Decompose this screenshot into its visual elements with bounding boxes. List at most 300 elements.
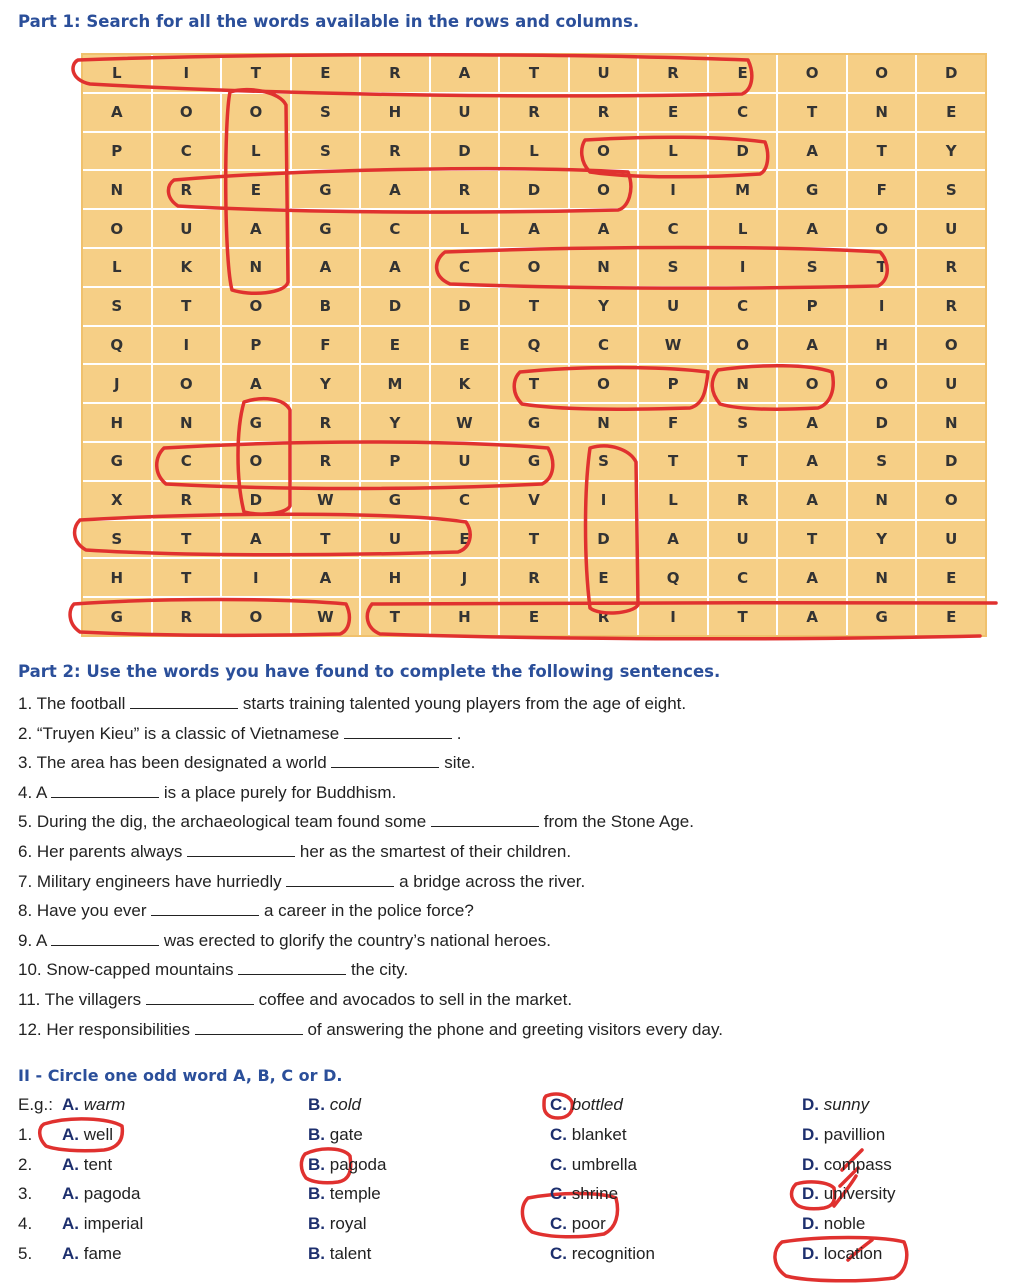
grid-cell[interactable]: G [83, 598, 151, 635]
option-word: umbrella [571, 1154, 637, 1174]
grid-cell[interactable]: E [639, 94, 707, 131]
grid-cell[interactable]: Q [639, 559, 707, 596]
grid-cell[interactable]: C [709, 288, 777, 325]
option-word: poor [571, 1214, 606, 1234]
grid-cell[interactable]: I [848, 288, 916, 325]
sentence-item [18, 812, 694, 832]
grid-cell[interactable]: W [639, 327, 707, 364]
grid-cell[interactable]: R [153, 598, 221, 635]
grid-cell[interactable]: E [709, 55, 777, 92]
grid-cell[interactable]: L [639, 482, 707, 519]
grid-cell[interactable]: J [431, 559, 499, 596]
grid-cell[interactable]: M [709, 171, 777, 208]
option-word: tent [83, 1154, 113, 1174]
grid-cell[interactable]: U [361, 521, 429, 558]
option-b[interactable] [308, 1125, 363, 1145]
sentence-after: was erected to glorify the country’s national heroes. [163, 930, 551, 950]
question-row [18, 1125, 1008, 1147]
grid-cell[interactable]: F [639, 404, 707, 441]
grid-cell[interactable]: P [222, 327, 290, 364]
grid-cell[interactable]: C [709, 94, 777, 131]
sentence-before: 11. The villagers [18, 990, 142, 1009]
grid-cell[interactable]: L [709, 210, 777, 247]
grid-cell[interactable]: K [153, 249, 221, 286]
grid-cell[interactable]: S [639, 249, 707, 286]
option-c[interactable] [550, 1155, 637, 1175]
option-letter: C. [550, 1184, 567, 1204]
answer-blank[interactable] [331, 753, 439, 768]
question-row [18, 1184, 1008, 1206]
grid-cell[interactable]: P [83, 133, 151, 170]
grid-cell[interactable]: O [848, 210, 916, 247]
grid-cell[interactable]: N [848, 94, 916, 131]
grid-cell[interactable]: T [639, 443, 707, 480]
grid-cell[interactable]: Y [361, 404, 429, 441]
grid-cell[interactable]: C [639, 210, 707, 247]
grid-cell[interactable]: O [848, 365, 916, 402]
grid-cell[interactable]: G [222, 404, 290, 441]
option-d[interactable] [802, 1095, 869, 1115]
grid-cell[interactable]: T [500, 521, 568, 558]
grid-cell[interactable]: X [83, 482, 151, 519]
grid-cell[interactable]: A [778, 598, 846, 635]
sentence-before: 2. “Truyen Kieu” is a classic of Vietnamese [18, 723, 340, 743]
grid-cell[interactable]: U [917, 210, 985, 247]
grid-cell[interactable]: D [431, 133, 499, 170]
grid-cell[interactable]: U [153, 210, 221, 247]
answer-blank[interactable] [130, 694, 238, 709]
grid-cell[interactable]: T [361, 598, 429, 635]
grid-cell[interactable]: R [570, 94, 638, 131]
grid-cell[interactable]: L [222, 133, 290, 170]
grid-cell[interactable]: E [431, 521, 499, 558]
grid-cell[interactable]: O [848, 55, 916, 92]
option-a[interactable] [62, 1214, 143, 1234]
grid-cell[interactable]: I [639, 171, 707, 208]
grid-cell[interactable]: U [570, 55, 638, 92]
option-word: pagoda [329, 1154, 387, 1174]
grid-cell[interactable]: H [361, 559, 429, 596]
sentence-item [18, 724, 461, 744]
grid-cell[interactable]: N [153, 404, 221, 441]
answer-blank[interactable] [187, 842, 295, 857]
grid-cell[interactable]: N [848, 482, 916, 519]
option-letter: C. [550, 1095, 567, 1114]
grid-cell[interactable]: U [431, 94, 499, 131]
part1-heading: Part 1: Search for all the words available in the rows and columns. [18, 12, 640, 31]
grid-cell[interactable]: H [83, 559, 151, 596]
grid-cell[interactable]: T [709, 443, 777, 480]
sentence-item [18, 931, 551, 951]
grid-cell[interactable]: O [222, 598, 290, 635]
sentence-before: 1. The football [18, 694, 126, 713]
grid-cell[interactable]: D [500, 171, 568, 208]
grid-cell[interactable]: G [848, 598, 916, 635]
option-word: bottled [571, 1095, 623, 1114]
grid-cell[interactable]: C [431, 249, 499, 286]
option-b[interactable] [308, 1095, 361, 1115]
option-c[interactable] [550, 1184, 618, 1204]
option-letter: B. [308, 1184, 325, 1204]
grid-cell[interactable]: S [292, 133, 360, 170]
grid-cell[interactable]: Y [570, 288, 638, 325]
grid-cell[interactable]: R [431, 171, 499, 208]
grid-cell[interactable]: D [361, 288, 429, 325]
grid-cell[interactable]: O [778, 365, 846, 402]
option-word: cold [329, 1095, 361, 1114]
answer-blank[interactable] [431, 812, 539, 827]
sentence-item [18, 960, 408, 980]
grid-cell[interactable]: G [361, 482, 429, 519]
section2-heading: II - Circle one odd word A, B, C or D. [18, 1066, 343, 1085]
grid-cell[interactable]: G [83, 443, 151, 480]
option-letter: A. [62, 1184, 79, 1204]
grid-cell[interactable]: T [292, 521, 360, 558]
grid-cell[interactable]: R [153, 482, 221, 519]
grid-cell[interactable]: C [570, 327, 638, 364]
option-letter: A. [62, 1214, 79, 1234]
grid-cell[interactable]: T [500, 365, 568, 402]
option-d[interactable] [802, 1214, 865, 1234]
option-word: sunny [823, 1095, 870, 1114]
grid-cell[interactable]: R [500, 559, 568, 596]
grid-cell[interactable]: N [83, 171, 151, 208]
grid-cell[interactable]: A [639, 521, 707, 558]
grid-cell[interactable]: A [431, 55, 499, 92]
grid-cell[interactable]: Y [292, 365, 360, 402]
grid-cell[interactable]: O [153, 365, 221, 402]
option-letter: D. [802, 1095, 819, 1114]
option-c[interactable] [550, 1095, 623, 1115]
grid-cell[interactable]: S [83, 521, 151, 558]
grid-cell[interactable]: O [917, 327, 985, 364]
option-letter: D. [802, 1214, 819, 1234]
grid-cell[interactable]: H [361, 94, 429, 131]
grid-cell[interactable]: A [500, 210, 568, 247]
grid-cell[interactable]: O [500, 249, 568, 286]
grid-cell[interactable]: A [222, 365, 290, 402]
option-a[interactable] [62, 1184, 140, 1204]
option-b[interactable] [308, 1155, 386, 1175]
grid-cell[interactable]: C [431, 482, 499, 519]
option-letter: D. [802, 1154, 819, 1174]
grid-cell[interactable]: I [222, 559, 290, 596]
option-letter: D. [802, 1124, 819, 1144]
option-a[interactable] [62, 1125, 113, 1145]
grid-cell[interactable]: A [570, 210, 638, 247]
grid-cell[interactable]: A [222, 521, 290, 558]
grid-cell[interactable]: W [431, 404, 499, 441]
grid-cell[interactable]: A [83, 94, 151, 131]
grid-cell[interactable]: E [431, 327, 499, 364]
grid-cell[interactable]: H [83, 404, 151, 441]
option-d[interactable] [802, 1155, 892, 1175]
sentence-after: a bridge across the river. [399, 871, 586, 891]
grid-cell[interactable]: I [153, 55, 221, 92]
grid-cell[interactable]: Y [917, 133, 985, 170]
grid-cell[interactable]: R [361, 133, 429, 170]
sentence-before: 5. During the dig, the archaeological team found some [18, 812, 427, 832]
example-row [18, 1095, 1008, 1117]
answer-blank[interactable] [238, 960, 346, 975]
sentence-after: from the Stone Age. [543, 812, 694, 832]
grid-cell[interactable]: R [361, 55, 429, 92]
sentence-item [18, 872, 585, 892]
option-letter: D. [802, 1184, 819, 1204]
grid-cell[interactable]: O [917, 482, 985, 519]
sentence-before: 6. Her parents always [18, 842, 183, 861]
option-letter: A. [62, 1124, 79, 1144]
grid-cell[interactable]: E [917, 598, 985, 635]
grid-cell[interactable]: U [709, 521, 777, 558]
sentence-after: is a place purely for Buddhism. [163, 782, 397, 802]
option-letter: B. [308, 1095, 325, 1114]
grid-cell[interactable]: H [848, 327, 916, 364]
option-letter: B. [308, 1214, 325, 1234]
grid-cell[interactable]: C [709, 559, 777, 596]
grid-cell[interactable]: S [778, 249, 846, 286]
grid-cell[interactable]: T [848, 133, 916, 170]
question-number: 3. [18, 1184, 33, 1204]
option-b[interactable] [308, 1244, 371, 1264]
grid-cell[interactable]: R [292, 404, 360, 441]
grid-cell[interactable]: O [709, 327, 777, 364]
option-d[interactable] [802, 1184, 896, 1204]
grid-cell[interactable]: O [570, 171, 638, 208]
grid-cell[interactable]: L [83, 249, 151, 286]
question-row [18, 1214, 1008, 1236]
grid-cell[interactable]: T [778, 94, 846, 131]
grid-cell[interactable]: B [292, 288, 360, 325]
grid-cell[interactable]: O [83, 210, 151, 247]
grid-cell[interactable]: T [500, 288, 568, 325]
grid-cell[interactable]: C [153, 133, 221, 170]
grid-cell[interactable]: R [709, 482, 777, 519]
question-number: E.g.: [18, 1095, 53, 1114]
grid-cell[interactable]: M [361, 365, 429, 402]
grid-cell[interactable]: Q [500, 327, 568, 364]
grid-cell[interactable]: S [917, 171, 985, 208]
grid-cell[interactable]: R [917, 249, 985, 286]
grid-cell[interactable]: F [848, 171, 916, 208]
grid-cell[interactable]: E [917, 559, 985, 596]
grid-cell[interactable]: D [570, 521, 638, 558]
grid-cell[interactable]: U [431, 443, 499, 480]
grid-cell[interactable]: R [292, 443, 360, 480]
option-c[interactable] [550, 1214, 606, 1234]
grid-cell[interactable]: O [153, 94, 221, 131]
grid-cell[interactable]: O [570, 365, 638, 402]
grid-cell[interactable]: S [83, 288, 151, 325]
option-d[interactable] [802, 1125, 885, 1145]
word-search-grid[interactable] [81, 53, 987, 637]
grid-cell[interactable]: R [570, 598, 638, 635]
grid-cell[interactable]: S [292, 94, 360, 131]
grid-cell[interactable]: A [778, 443, 846, 480]
option-word: noble [823, 1214, 866, 1234]
grid-cell[interactable]: S [848, 443, 916, 480]
answer-blank[interactable] [195, 1020, 303, 1035]
sentence-after: . [456, 723, 462, 743]
grid-cell[interactable]: A [292, 249, 360, 286]
grid-cell[interactable]: A [361, 171, 429, 208]
grid-cell[interactable]: A [361, 249, 429, 286]
grid-cell[interactable]: R [500, 94, 568, 131]
grid-cell[interactable]: S [570, 443, 638, 480]
grid-cell[interactable]: E [917, 94, 985, 131]
option-b[interactable] [308, 1184, 381, 1204]
grid-cell[interactable]: P [778, 288, 846, 325]
grid-cell[interactable]: A [778, 327, 846, 364]
grid-cell[interactable]: N [570, 404, 638, 441]
grid-cell[interactable]: W [292, 598, 360, 635]
grid-cell[interactable]: H [431, 598, 499, 635]
answer-blank[interactable] [344, 724, 452, 739]
option-word: imperial [83, 1214, 144, 1234]
grid-cell[interactable]: S [709, 404, 777, 441]
grid-cell[interactable]: D [917, 55, 985, 92]
grid-cell[interactable]: O [570, 133, 638, 170]
grid-cell[interactable]: T [153, 521, 221, 558]
grid-cell[interactable]: O [222, 94, 290, 131]
grid-cell[interactable]: F [292, 327, 360, 364]
grid-cell[interactable]: D [848, 404, 916, 441]
answer-blank[interactable] [51, 931, 159, 946]
option-b[interactable] [308, 1214, 367, 1234]
sentence-before: 4. A [18, 782, 47, 802]
grid-cell[interactable]: G [500, 443, 568, 480]
option-letter: B. [308, 1154, 325, 1174]
sentence-after: a career in the police force? [263, 901, 474, 921]
sentence-before: 7. Military engineers have hurriedly [18, 871, 282, 891]
grid-cell[interactable]: E [500, 598, 568, 635]
option-letter: A. [62, 1095, 79, 1114]
grid-cell[interactable]: W [292, 482, 360, 519]
grid-cell[interactable]: C [153, 443, 221, 480]
answer-blank[interactable] [146, 990, 254, 1005]
sentence-item [18, 1020, 723, 1040]
grid-cell[interactable]: A [778, 482, 846, 519]
grid-cell[interactable]: O [222, 443, 290, 480]
answer-blank[interactable] [151, 901, 259, 916]
grid-cell[interactable]: O [222, 288, 290, 325]
grid-cell[interactable]: T [153, 288, 221, 325]
grid-cell[interactable]: P [639, 365, 707, 402]
option-a[interactable] [62, 1244, 122, 1264]
grid-cell[interactable]: T [709, 598, 777, 635]
grid-cell[interactable]: G [292, 210, 360, 247]
grid-cell[interactable]: C [361, 210, 429, 247]
grid-cell[interactable]: D [709, 133, 777, 170]
grid-cell[interactable]: E [570, 559, 638, 596]
option-word: temple [329, 1184, 381, 1204]
question-number: 4. [18, 1214, 33, 1234]
sentence-item [18, 901, 474, 921]
grid-cell[interactable]: I [570, 482, 638, 519]
grid-cell[interactable]: T [153, 559, 221, 596]
grid-cell[interactable]: I [709, 249, 777, 286]
grid-cell[interactable]: I [639, 598, 707, 635]
sentence-item [18, 783, 396, 803]
option-word: compass [823, 1154, 892, 1174]
grid-cell[interactable]: O [778, 55, 846, 92]
grid-cell[interactable]: A [778, 404, 846, 441]
grid-cell[interactable]: E [292, 55, 360, 92]
grid-cell[interactable]: A [222, 210, 290, 247]
grid-cell[interactable]: T [500, 55, 568, 92]
part2-heading: Part 2: Use the words you have found to complete the following sentences. [18, 662, 721, 681]
grid-cell[interactable]: Q [83, 327, 151, 364]
grid-cell[interactable]: P [361, 443, 429, 480]
sentence-item [18, 694, 686, 714]
grid-cell[interactable]: T [848, 249, 916, 286]
grid-cell[interactable]: G [500, 404, 568, 441]
sentence-before: 12. Her responsibilities [18, 1019, 190, 1039]
option-letter: C. [550, 1244, 567, 1263]
grid-cell[interactable]: G [778, 171, 846, 208]
grid-cell[interactable]: G [292, 171, 360, 208]
grid-cell[interactable]: A [778, 133, 846, 170]
grid-cell[interactable]: L [83, 55, 151, 92]
grid-cell[interactable]: Y [848, 521, 916, 558]
grid-cell[interactable]: U [639, 288, 707, 325]
grid-cell[interactable]: T [222, 55, 290, 92]
option-c[interactable] [550, 1244, 655, 1264]
grid-cell[interactable]: R [153, 171, 221, 208]
question-number: 1. [18, 1124, 33, 1144]
option-a[interactable] [62, 1095, 125, 1115]
option-c[interactable] [550, 1125, 627, 1145]
grid-cell[interactable]: E [361, 327, 429, 364]
grid-cell[interactable]: N [570, 249, 638, 286]
option-d[interactable] [802, 1244, 882, 1264]
grid-cell[interactable]: N [848, 559, 916, 596]
option-word: gate [329, 1124, 363, 1144]
answer-blank[interactable] [286, 872, 394, 887]
grid-cell[interactable]: D [917, 443, 985, 480]
grid-cell[interactable]: N [222, 249, 290, 286]
grid-cell[interactable]: J [83, 365, 151, 402]
grid-cell[interactable]: U [917, 521, 985, 558]
grid-cell[interactable]: U [917, 365, 985, 402]
option-word: talent [329, 1244, 372, 1263]
grid-cell[interactable]: A [778, 210, 846, 247]
grid-cell[interactable]: T [778, 521, 846, 558]
option-a[interactable] [62, 1155, 112, 1175]
grid-cell[interactable]: L [500, 133, 568, 170]
option-word: royal [329, 1214, 367, 1234]
grid-cell[interactable]: E [222, 171, 290, 208]
grid-cell[interactable]: D [431, 288, 499, 325]
grid-cell[interactable]: A [292, 559, 360, 596]
option-letter: C. [550, 1154, 567, 1174]
grid-cell[interactable]: L [639, 133, 707, 170]
sentence-item [18, 753, 475, 773]
grid-cell[interactable]: N [709, 365, 777, 402]
sentence-after: the city. [350, 960, 409, 980]
grid-cell[interactable]: N [917, 404, 985, 441]
grid-cell[interactable]: V [500, 482, 568, 519]
grid-cell[interactable]: I [153, 327, 221, 364]
option-word: recognition [571, 1244, 655, 1263]
grid-cell[interactable]: R [917, 288, 985, 325]
grid-cell[interactable]: L [431, 210, 499, 247]
answer-blank[interactable] [51, 783, 159, 798]
grid-cell[interactable]: K [431, 365, 499, 402]
grid-cell[interactable]: D [222, 482, 290, 519]
grid-cell[interactable]: A [778, 559, 846, 596]
grid-cell[interactable]: R [639, 55, 707, 92]
